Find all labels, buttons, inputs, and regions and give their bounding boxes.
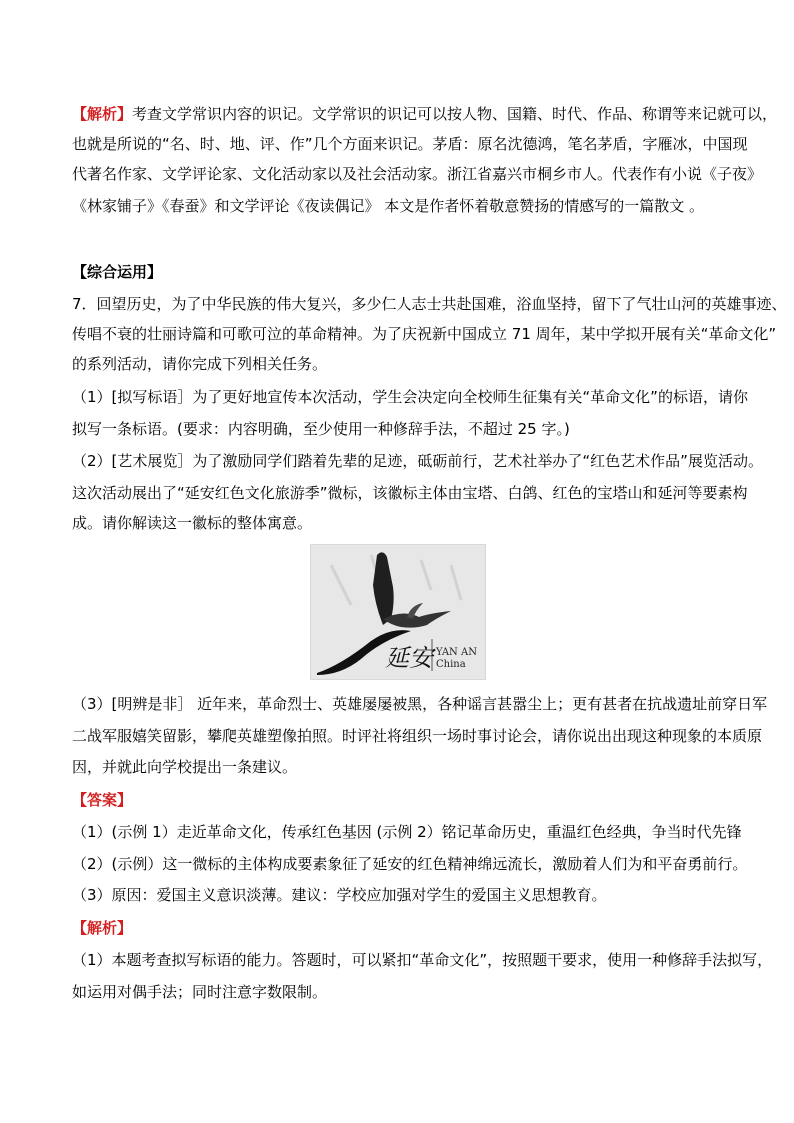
question-part-3: 二战军服嬉笑留影，攀爬英雄塑像拍照。时评社将组织一场时事讨论会，请你说出出现这种现象的本质原: [72, 727, 763, 745]
answer-text: （1）(示例 1）走近革命文化，传承红色基因 (示例 2）铭记革命历史，重温红色经典，争当时代先锋: [72, 823, 742, 841]
yanan-emblem-image: [310, 544, 486, 680]
analysis-text: 代著名作家、文学评论家、文化活动家以及社会活动家。浙江省嘉兴市桐乡市人。代表作有小说《子夜》: [72, 165, 763, 183]
question-part-2: （2）[艺术展览］为了激励同学们踏着先辈的足迹，砥砺前行，艺术社举办了“红色艺术作品”展览活动。: [72, 452, 763, 470]
question-text: 7．回望历史，为了中华民族的伟大复兴，多少仁人志士共赴国难，浴血坚持，留下了气壮山河的英雄事迹、: [72, 295, 787, 313]
analysis-text: 如运用对偶手法；同时注意字数限制。: [72, 983, 328, 1001]
question-text: 的系列活动，请你完成下列相关任务。: [72, 355, 328, 373]
question-part-1: 拟写一条标语。(要求：内容明确，至少使用一种修辞手法，不超过 25 字。): [72, 420, 570, 438]
question-part-1: （1）[拟写标语］为了更好地宣传本次活动，学生会决定向全校师生征集有关“革命文化”的标语，请你: [72, 388, 748, 406]
analysis-tag: 【解析】: [72, 919, 133, 937]
question-part-2: 成。请你解读这一徽标的整体寓意。: [72, 514, 313, 532]
analysis-text: （1）本题考查拟写标语的能力。答题时，可以紧扣“革命文化”，按照题干要求，使用一种修辞手法拟写，: [72, 951, 773, 969]
analysis-tag: 【解析】: [72, 105, 133, 123]
emblem-graphic: [311, 545, 485, 679]
analysis-text: 考查文学常识内容的识记。文学常识的识记可以按人物、国籍、时代、作品、称谓等来记就可以，: [132, 105, 778, 123]
question-part-2: 这次活动展出了“延安红色文化旅游季”微标，该徽标主体由宝塔、白鸽、红色的宝塔山和延河等要素构: [72, 484, 748, 502]
pagoda-shape: [373, 552, 394, 625]
question-part-3: 因，并就此向学校提出一条建议。: [72, 758, 298, 776]
dove-shape: [383, 611, 451, 628]
emblem-chinese-text: 延安: [385, 644, 433, 672]
question-text: 传唱不衰的壮丽诗篇和可歌可泣的革命精神。为了庆祝新中国成立 71 周年，某中学拟开展有关“革命文化”: [72, 325, 777, 343]
emblem-english-text: China: [436, 659, 466, 670]
answer-tag: 【答案】: [72, 791, 133, 809]
analysis-text: 也就是所说的“名、时、地、评、作”几个方面来识记。茅盾：原名沈德鸿，笔名茅盾，字雁冰，中国现: [72, 135, 748, 153]
answer-text: （2）(示例）这一微标的主体构成要素象征了延安的红色精神绵远流长，激励着人们为和平奋勇前行。: [72, 855, 748, 873]
emblem-english-text: YAN AN: [436, 647, 477, 658]
analysis-paragraph-line: [72, 104, 778, 124]
analysis-text: 《林家铺子》《春蚕》和文学评论《夜读偶记》 本文是作者怀着敬意赞扬的情感写的一篇散文 。: [72, 197, 705, 215]
section-heading: 【综合运用】: [72, 263, 163, 281]
question-part-3: （3）[明辨是非］ 近年来，革命烈士、英雄屡屡被黑，各种谣言甚嚣尘上；更有甚者在抗战遗址前穿日军: [72, 695, 768, 713]
answer-text: （3）原因：爱国主义意识淡薄。建议：学校应加强对学生的爱国主义思想教育。: [72, 886, 607, 904]
